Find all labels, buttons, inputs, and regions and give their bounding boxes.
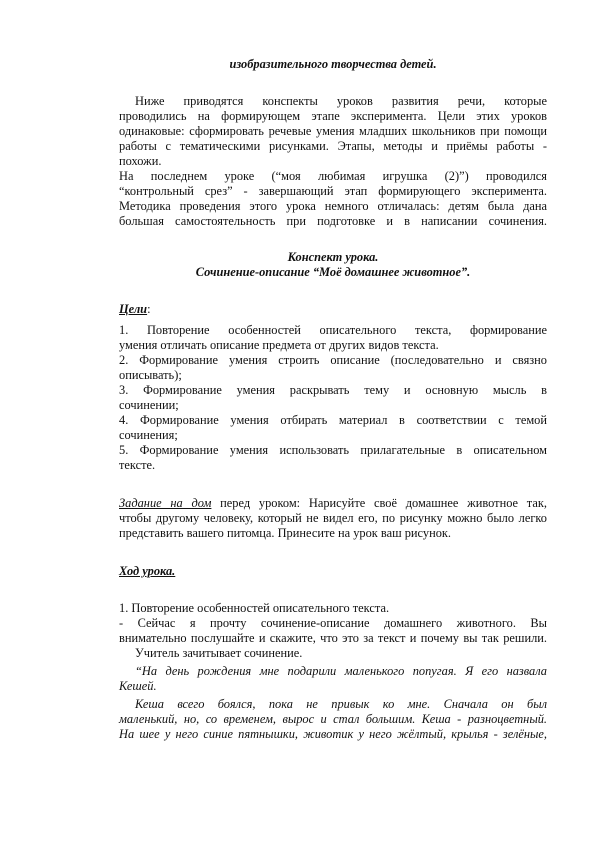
intro-p1-line4: работы с тематическими рисунками. Этапы, методы и приёмы работы - xyxy=(119,139,547,153)
goals-colon: : xyxy=(147,302,151,316)
homework-line1: Задание на дом перед уроком: Нарисуйте своё домашнее животное так, xyxy=(119,496,547,510)
story-line2: Кешей. xyxy=(119,679,157,693)
lesson-title-line1: Конспект урока. xyxy=(287,250,379,264)
intro-p2-line3: Методика проведения этого урока немного отличалась: детям была дана xyxy=(119,199,547,213)
goal-line-3: 2. Формирование умения строить описание (последовательно и связно xyxy=(119,353,547,367)
goal-line-10: тексте. xyxy=(119,458,156,472)
homework-line2: чтобы другому человеку, который не видел его, по рисунку можно было легко xyxy=(119,511,547,525)
intro-p1-line3: одинаковые: сформировать речевые умения младших школьников при помощи xyxy=(119,124,547,138)
goals-label: Цели xyxy=(119,302,148,316)
goals-heading xyxy=(119,302,547,317)
story-line4: маленький, но, со временем, вырос и стал большим. Кеша - разноцветный. xyxy=(119,712,547,726)
intro-p2-line1: На последнем уроке (“моя любимая игрушка (2)”) проводился xyxy=(119,169,547,183)
goal-line-9: 5. Формирование умения использовать прилагательные в описательном xyxy=(119,443,547,457)
intro-p1-line2: проводились на формирующем этапе эксперимента. Цели этих уроков xyxy=(119,109,547,123)
course-heading: Ход урока. xyxy=(119,564,176,578)
homework-line3: представить вашего питомца. Принесите на урок ваш рисунок. xyxy=(119,526,452,540)
goal-line-8: сочинения; xyxy=(119,428,178,442)
goal-line-4: описывать); xyxy=(119,368,182,382)
intro-p2-line4: большая самостоятельность при подготовке и в написании сочинения. xyxy=(119,214,547,228)
intro-p1-line5: похожи. xyxy=(119,154,162,168)
course-teacher-line1: - Сейчас я прочту сочинение-описание домашнего животного. Вы xyxy=(119,616,547,630)
course-step1: 1. Повторение особенностей описательного текста. xyxy=(119,601,390,615)
intro-p2-line2: “контрольный срез” - завершающий этап формирующего эксперимента. xyxy=(119,184,547,198)
goal-line-7: 4. Формирование умения отбирать материал в соответствии с темой xyxy=(119,413,547,427)
goal-line-6: сочинении; xyxy=(119,398,179,412)
intro-p1-line1: Ниже приводятся конспекты уроков развития речи, которые xyxy=(135,94,547,108)
story-line1: “На день рождения мне подарили маленького попугая. Я его назвала xyxy=(135,664,547,678)
lesson-title-line2: Сочинение-описание “Моё домашнее животное”. xyxy=(195,265,471,279)
goal-line-2: умения отличать описание предмета от других видов текста. xyxy=(119,338,439,352)
homework-label: Задание на дом xyxy=(119,496,212,510)
story-line5: На шее у него синие пятнышки, животик у него жёлтый, крылья - зелёные, xyxy=(119,727,547,741)
goal-line-1: 1. Повторение особенностей описательного текста, формирование xyxy=(119,323,547,337)
story-line3: Кеша всего боялся, пока не привык ко мне. Сначала он был xyxy=(135,697,547,711)
goal-line-5: 3. Формирование умения раскрывать тему и основную мысль в xyxy=(119,383,547,397)
course-teacher-line2: внимательно послушайте и скажите, что это за текст и почему вы так решили. xyxy=(119,631,547,645)
heading-top: изобразительного творчества детей. xyxy=(229,57,437,71)
course-teacher-line3: Учитель зачитывает сочинение. xyxy=(135,646,303,660)
